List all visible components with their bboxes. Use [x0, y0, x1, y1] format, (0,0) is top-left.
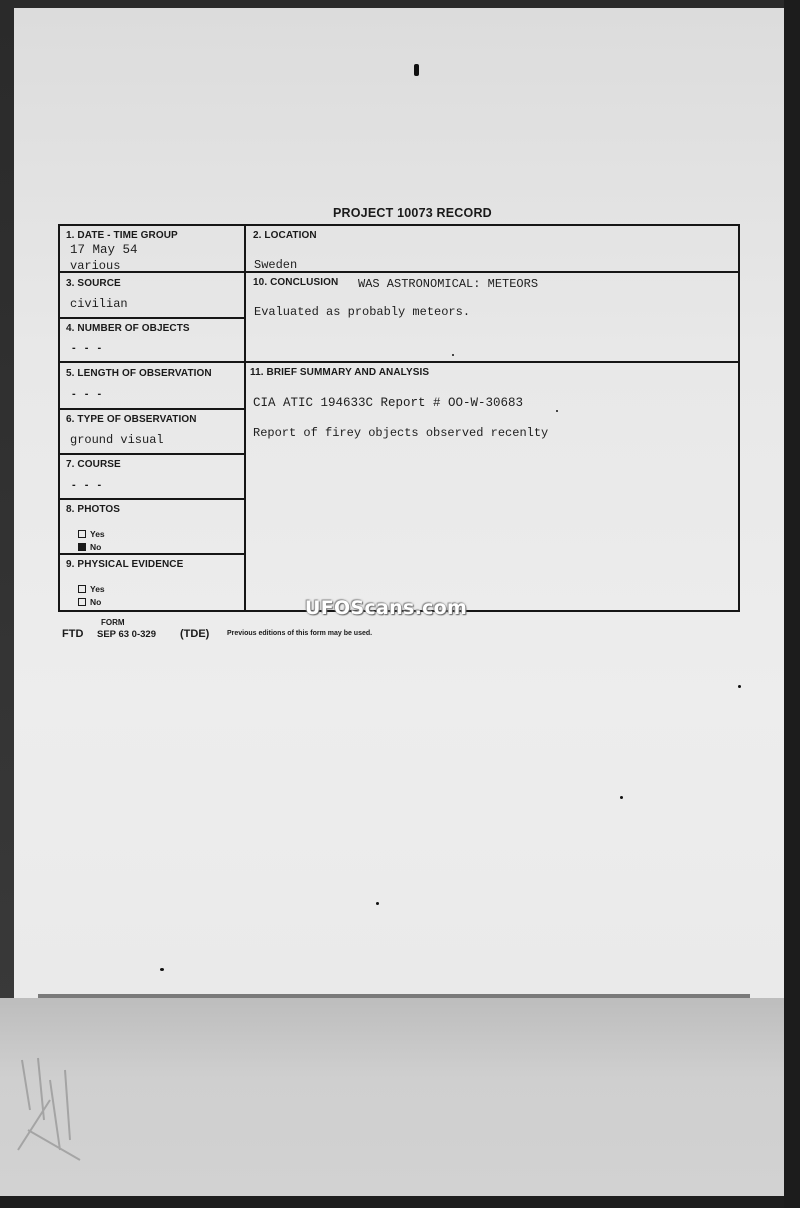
footer-form-number: SEP 63 0-329	[97, 629, 156, 640]
photos-yes-checkbox	[78, 530, 86, 538]
physical-evidence-label: 9. PHYSICAL EVIDENCE	[66, 559, 184, 570]
row-divider	[60, 498, 245, 500]
handwritten-marks	[10, 1040, 100, 1170]
scan-speck	[414, 64, 419, 76]
row-divider	[60, 361, 740, 363]
location-value: Sweden	[254, 258, 298, 272]
photos-no-label: No	[90, 542, 102, 552]
footer-form-word: FORM	[101, 618, 125, 627]
footer-tde: (TDE)	[180, 628, 210, 640]
record-form	[58, 224, 740, 612]
course-label: 7. COURSE	[66, 459, 121, 470]
date-value: 17 May 54	[70, 243, 138, 257]
row-divider	[60, 553, 245, 555]
physical-evidence-yes-checkbox	[78, 585, 86, 593]
row-divider	[60, 453, 245, 455]
photos-label: 8. PHOTOS	[66, 504, 121, 515]
conclusion-note: Evaluated as probably meteors.	[254, 305, 471, 319]
location-label: 2. LOCATION	[253, 230, 317, 241]
footer-ftd: FTD	[62, 628, 84, 640]
watermark: UFOScans.com	[305, 597, 468, 619]
photos-yes-label: Yes	[90, 529, 105, 539]
conclusion-value: WAS ASTRONOMICAL: METEORS	[358, 277, 539, 291]
photos-no-checkbox	[78, 543, 86, 551]
time-value: various	[70, 259, 121, 273]
photos-yes-option	[78, 529, 105, 539]
scan-speck	[620, 796, 623, 799]
scan-speck	[738, 685, 741, 688]
physical-evidence-no-checkbox	[78, 598, 86, 606]
length-of-observation-value: - - -	[72, 388, 105, 400]
footer-previous-editions-note: Previous editions of this form may be used.	[227, 630, 373, 637]
scan-right-border	[784, 0, 800, 1208]
lower-sheet	[0, 998, 790, 1198]
conclusion-label: 10. CONCLUSION	[253, 277, 339, 288]
number-of-objects-label: 4. NUMBER OF OBJECTS	[66, 323, 190, 334]
length-of-observation-label: 5. LENGTH OF OBSERVATION	[66, 368, 212, 379]
scan-bottom-border	[0, 1196, 800, 1208]
source-label: 3. SOURCE	[66, 278, 121, 289]
date-time-group-label: 1. DATE - TIME GROUP	[66, 230, 178, 241]
scan-speck	[160, 968, 164, 971]
summary-label: 11. BRIEF SUMMARY AND ANALYSIS	[250, 367, 430, 378]
course-value: - - -	[72, 479, 105, 491]
row-divider	[60, 271, 740, 273]
physical-evidence-yes-option	[78, 584, 105, 594]
summary-line-2: Report of firey objects observed recenlty	[253, 426, 549, 440]
summary-line-1: CIA ATIC 194633C Report # OO-W-30683	[253, 396, 524, 410]
type-of-observation-value: ground visual	[70, 433, 164, 447]
row-divider	[60, 317, 245, 319]
photos-no-option	[78, 542, 101, 552]
form-title: PROJECT 10073 RECORD	[333, 206, 492, 220]
type-of-observation-label: 6. TYPE OF OBSERVATION	[66, 414, 197, 425]
source-value: civilian	[70, 297, 128, 311]
physical-evidence-yes-label: Yes	[90, 584, 105, 594]
physical-evidence-no-label: No	[90, 597, 102, 607]
row-divider	[60, 408, 245, 410]
scan-speck	[376, 902, 379, 905]
number-of-objects-value: - - -	[72, 342, 105, 354]
physical-evidence-no-option	[78, 597, 101, 607]
